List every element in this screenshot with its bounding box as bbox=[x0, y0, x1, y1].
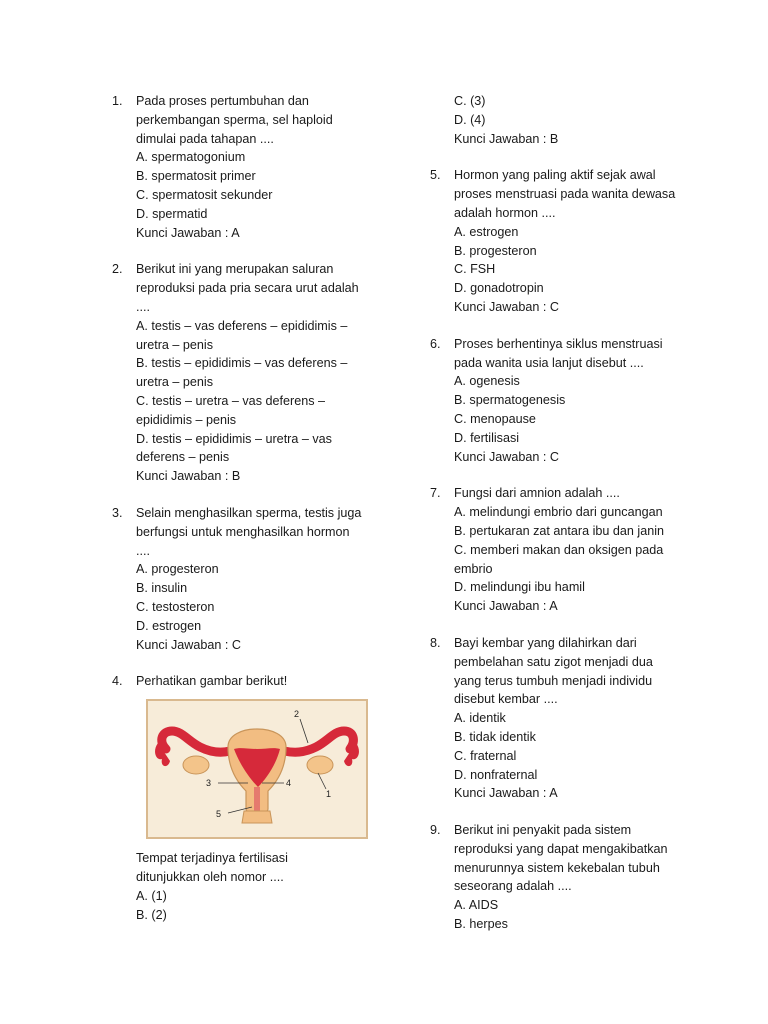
text-line: uretra – penis bbox=[136, 375, 214, 390]
text-line: .... bbox=[136, 299, 150, 314]
vagina-shape bbox=[242, 811, 272, 823]
uterus-diagram bbox=[146, 699, 368, 839]
text-line: uretra – penis bbox=[136, 337, 214, 352]
text-line: ditunjukkan oleh nomor .... bbox=[136, 869, 284, 884]
text-line: Berikut ini yang merupakan saluran bbox=[136, 262, 334, 277]
text-line: C. spermatosit sekunder bbox=[136, 187, 273, 202]
question-3 bbox=[112, 504, 370, 654]
text-line: A. testis – vas deferens – epididimis – bbox=[136, 318, 348, 333]
option-line: C. (3) bbox=[454, 94, 486, 108]
question-number: 7. bbox=[430, 486, 441, 501]
option-line: D. (4) bbox=[454, 112, 486, 127]
figure-label-2: 2 bbox=[294, 709, 300, 720]
text-line: Proses berhentinya siklus menstruasi bbox=[454, 336, 663, 351]
text-line: C. FSH bbox=[454, 262, 496, 277]
text-line: Hormon yang paling aktif sejak awal bbox=[454, 168, 656, 183]
text-line: dimulai pada tahapan .... bbox=[136, 131, 274, 146]
text-line: reproduksi pada pria secara urut adalah bbox=[136, 281, 359, 296]
text-line: D. nonfraternal bbox=[454, 767, 538, 782]
text-line: Bayi kembar yang dilahirkan dari bbox=[454, 635, 637, 650]
text-line: B. progesteron bbox=[454, 243, 537, 258]
left-ovary-shape bbox=[183, 756, 209, 774]
right-column bbox=[430, 92, 692, 952]
answer-key: Kunci Jawaban : B bbox=[454, 131, 559, 146]
question-number: 1. bbox=[112, 94, 123, 108]
left-question-list bbox=[112, 92, 370, 654]
question-2 bbox=[112, 260, 370, 486]
text-line: Kunci Jawaban : A bbox=[454, 599, 558, 614]
text-line: Kunci Jawaban : A bbox=[136, 225, 240, 240]
text-line: perkembangan sperma, sel haploid bbox=[136, 112, 333, 127]
text-line: A. ogenesis bbox=[454, 374, 520, 389]
text-line: D. spermatid bbox=[136, 206, 208, 221]
left-column bbox=[112, 92, 370, 942]
question-7 bbox=[430, 484, 692, 616]
figure-label-1: 1 bbox=[326, 789, 332, 800]
text-line: A. spermatogonium bbox=[136, 150, 246, 165]
text-line: D. estrogen bbox=[136, 618, 202, 633]
right-question-list bbox=[430, 166, 692, 933]
text-line: deferens – penis bbox=[136, 450, 230, 465]
text-line: Kunci Jawaban : A bbox=[454, 786, 558, 801]
text-line: D. gonadotropin bbox=[454, 281, 544, 296]
text-line: A. identik bbox=[454, 711, 506, 726]
question-number: 4. bbox=[112, 674, 123, 689]
left-tube-shape bbox=[162, 731, 230, 752]
figure-label-3: 3 bbox=[206, 778, 212, 789]
text-line: C. memberi makan dan oksigen pada bbox=[454, 542, 664, 557]
text-line: embrio bbox=[454, 561, 493, 576]
text-line: pembelahan satu zigot menjadi dua bbox=[454, 654, 653, 669]
text-line: Fungsi dari amnion adalah .... bbox=[454, 486, 620, 501]
text-line: Selain menghasilkan sperma, testis juga bbox=[136, 505, 362, 520]
question-1 bbox=[112, 92, 370, 242]
text-line: C. testis – uretra – vas deferens – bbox=[136, 393, 325, 408]
question-6 bbox=[430, 335, 692, 467]
option-line: A. (1) bbox=[136, 888, 167, 903]
text-line: Kunci Jawaban : C bbox=[454, 449, 560, 464]
text-line: B. insulin bbox=[136, 581, 188, 596]
question-4-text bbox=[136, 849, 370, 924]
text-line: B. pertukaran zat antara ibu dan janin bbox=[454, 523, 665, 538]
text-line: A. AIDS bbox=[454, 898, 499, 913]
text-line: B. spermatogenesis bbox=[454, 393, 566, 408]
text-line: reproduksi yang dapat mengakibatkan bbox=[454, 841, 668, 856]
question-8 bbox=[430, 634, 692, 803]
question-4 bbox=[112, 672, 370, 924]
text-line: Kunci Jawaban : C bbox=[454, 299, 560, 314]
text-line: D. fertilisasi bbox=[454, 430, 520, 445]
question-number: 3. bbox=[112, 505, 123, 520]
text-line: Kunci Jawaban : B bbox=[136, 469, 241, 484]
question-number: 2. bbox=[112, 262, 123, 277]
uterus-illustration bbox=[148, 701, 366, 837]
text-line: yang terus tumbuh menjadi individu bbox=[454, 673, 653, 688]
text-line: C. testosteron bbox=[136, 599, 215, 614]
right-ovary-shape bbox=[307, 756, 333, 774]
text-line: .... bbox=[136, 543, 150, 558]
text-line: A. progesteron bbox=[136, 562, 219, 577]
text-line: C. fraternal bbox=[454, 748, 517, 763]
option-line: B. (2) bbox=[136, 907, 167, 922]
right-tube-shape bbox=[284, 731, 353, 752]
text-line: A. estrogen bbox=[454, 224, 519, 239]
text-line: epididimis – penis bbox=[136, 412, 237, 427]
text-line: B. tidak identik bbox=[454, 729, 536, 744]
question-9 bbox=[430, 821, 692, 934]
text-line: D. melindungi ibu hamil bbox=[454, 580, 585, 595]
question-number: 6. bbox=[430, 336, 441, 351]
question-number: 9. bbox=[430, 823, 441, 838]
text-line: Kunci Jawaban : C bbox=[136, 637, 242, 652]
text-line: berfungsi untuk menghasilkan hormon bbox=[136, 524, 350, 539]
figure-label-4: 4 bbox=[286, 778, 292, 789]
text-line: Pada proses pertumbuhan dan bbox=[136, 94, 309, 108]
text-line: B. herpes bbox=[454, 917, 508, 932]
text-line: seseorang adalah .... bbox=[454, 879, 572, 894]
text-line: pada wanita usia lanjut disebut .... bbox=[454, 355, 644, 370]
question-5 bbox=[430, 166, 692, 316]
question-4-intro: Perhatikan gambar berikut! bbox=[136, 674, 288, 689]
text-line: B. spermatosit primer bbox=[136, 169, 256, 184]
question-4-continued bbox=[430, 92, 692, 148]
text-line: A. melindungi embrio dari guncangan bbox=[454, 505, 663, 520]
text-line: adalah hormon .... bbox=[454, 205, 556, 220]
text-line: Tempat terjadinya fertilisasi bbox=[136, 851, 288, 866]
cervix-canal-shape bbox=[254, 787, 260, 811]
text-line: menurunnya sistem kekebalan tubuh bbox=[454, 860, 660, 875]
text-line: Berikut ini penyakit pada sistem bbox=[454, 823, 632, 838]
figure-label-5: 5 bbox=[216, 809, 222, 820]
text-line: D. testis – epididimis – uretra – vas bbox=[136, 431, 332, 446]
text-line: disebut kembar .... bbox=[454, 692, 558, 707]
question-number: 8. bbox=[430, 635, 441, 650]
text-line: proses menstruasi pada wanita dewasa bbox=[454, 187, 676, 202]
text-line: B. testis – epididimis – vas deferens – bbox=[136, 356, 348, 371]
question-number: 5. bbox=[430, 168, 441, 183]
text-line: C. menopause bbox=[454, 411, 536, 426]
